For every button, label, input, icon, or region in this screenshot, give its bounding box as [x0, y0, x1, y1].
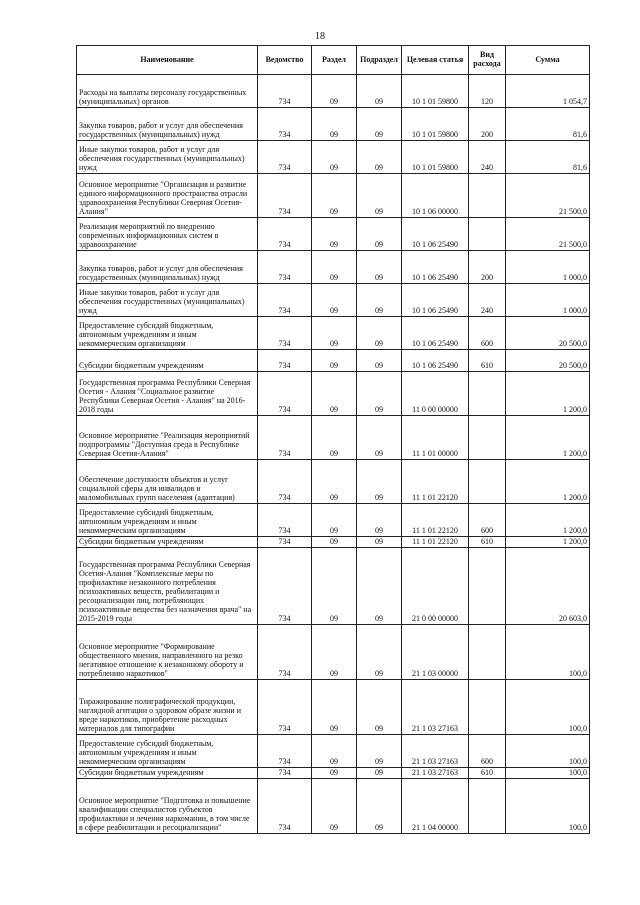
cell-ved: 734 — [258, 251, 312, 284]
cell-target-article: 11 1 01 22120 — [402, 504, 469, 537]
cell-expense-type: 240 — [469, 141, 506, 174]
cell-ved: 734 — [258, 75, 312, 108]
cell-target-article: 10 1 01 59800 — [402, 108, 469, 141]
cell-target-article: 21 1 03 00000 — [402, 625, 469, 680]
cell-name: Тиражирование полиграфической продукции, наглядной агитации о здоровом образе жизни и вреде наркотиков, приобретение расходных материалов для типографии — [77, 680, 258, 735]
cell-expense-type — [469, 174, 506, 218]
cell-target-article: 21 1 03 27163 — [402, 680, 469, 735]
cell-name: Основное мероприятие "Формирование общественного мнения, направленного на резко негативное отношение к незаконному обороту и потреблению наркотиков" — [77, 625, 258, 680]
cell-target-article: 11 1 01 22120 — [402, 537, 469, 548]
cell-podrazdel: 09 — [357, 75, 402, 108]
cell-sum: 100,0 — [506, 768, 590, 779]
cell-podrazdel: 09 — [357, 504, 402, 537]
cell-ved: 734 — [258, 284, 312, 317]
cell-ved: 734 — [258, 504, 312, 537]
budget-table — [76, 45, 590, 834]
cell-expense-type: 610 — [469, 350, 506, 372]
cell-sum: 1 000,0 — [506, 251, 590, 284]
cell-sum: 21 500,0 — [506, 174, 590, 218]
cell-name: Предоставление субсидий бюджетным, автономным учреждениям и иным некоммерческим организациям — [77, 504, 258, 537]
table-row — [77, 317, 590, 350]
table-row — [77, 504, 590, 537]
table-header — [77, 46, 590, 75]
table-row — [77, 625, 590, 680]
table-row — [77, 284, 590, 317]
cell-sum: 1 200,0 — [506, 504, 590, 537]
header-ved: Ведомство — [258, 46, 312, 75]
cell-ved: 734 — [258, 141, 312, 174]
cell-ved: 734 — [258, 108, 312, 141]
cell-razdel: 09 — [312, 174, 357, 218]
cell-name: Расходы на выплаты персоналу государственных (муниципальных) органов — [77, 75, 258, 108]
table-row — [77, 537, 590, 548]
cell-target-article: 21 1 03 27163 — [402, 735, 469, 768]
cell-ved: 734 — [258, 735, 312, 768]
cell-sum: 21 500,0 — [506, 218, 590, 251]
cell-ved: 734 — [258, 537, 312, 548]
cell-razdel: 09 — [312, 537, 357, 548]
cell-expense-type — [469, 548, 506, 625]
cell-name: Субсидии бюджетным учреждениям — [77, 768, 258, 779]
cell-expense-type: 200 — [469, 108, 506, 141]
cell-target-article: 11 0 00 00000 — [402, 372, 469, 416]
cell-expense-type: 610 — [469, 537, 506, 548]
table-body — [77, 75, 590, 834]
cell-name: Государственная программа Республики Северная Осетия - Алания "Социальное развитие Республики Северная Осетия - Алания" на 2016-2018 годы — [77, 372, 258, 416]
cell-razdel: 09 — [312, 625, 357, 680]
cell-name: Закупка товаров, работ и услуг для обеспечения государственных (муниципальных) нужд — [77, 108, 258, 141]
cell-expense-type — [469, 416, 506, 460]
cell-ved: 734 — [258, 680, 312, 735]
header-podrazdel: Подраздел — [357, 46, 402, 75]
cell-sum: 1 054,7 — [506, 75, 590, 108]
cell-razdel: 09 — [312, 350, 357, 372]
cell-target-article: 10 1 06 25490 — [402, 317, 469, 350]
cell-razdel: 09 — [312, 504, 357, 537]
cell-ved: 734 — [258, 218, 312, 251]
cell-expense-type — [469, 625, 506, 680]
cell-ved: 734 — [258, 768, 312, 779]
cell-expense-type: 240 — [469, 284, 506, 317]
cell-sum: 1 200,0 — [506, 537, 590, 548]
cell-podrazdel: 09 — [357, 680, 402, 735]
cell-sum: 1 000,0 — [506, 284, 590, 317]
cell-sum: 1 200,0 — [506, 372, 590, 416]
cell-podrazdel: 09 — [357, 284, 402, 317]
cell-expense-type — [469, 460, 506, 504]
cell-name: Субсидии бюджетным учреждениям — [77, 537, 258, 548]
cell-target-article: 10 1 06 25490 — [402, 251, 469, 284]
cell-expense-type — [469, 680, 506, 735]
cell-podrazdel: 09 — [357, 350, 402, 372]
cell-podrazdel: 09 — [357, 372, 402, 416]
cell-razdel: 09 — [312, 779, 357, 834]
cell-sum: 1 200,0 — [506, 416, 590, 460]
cell-razdel: 09 — [312, 251, 357, 284]
cell-expense-type: 120 — [469, 75, 506, 108]
cell-name: Государственная программа Республики Северная Осетия-Алания "Комплексные меры по профилактике незаконного потребления психоактивных веществ, реабилитации и ресоциализации лиц, потребляющих психоактивные вещества без назначения врача" на 2015-2019 годы — [77, 548, 258, 625]
cell-podrazdel: 09 — [357, 416, 402, 460]
cell-name: Основное мероприятие "Подготовка и повышение квалификации специалистов субъектов профилактики и лечения наркомании, в том числе в сфере реабилитации и ресоциализации" — [77, 779, 258, 834]
cell-expense-type: 610 — [469, 768, 506, 779]
cell-sum: 81,6 — [506, 108, 590, 141]
table-row — [77, 768, 590, 779]
cell-ved: 734 — [258, 779, 312, 834]
cell-name: Предоставление субсидий бюджетным, автономным учреждениям и иным некоммерческим организациям — [77, 735, 258, 768]
cell-sum: 20 500,0 — [506, 317, 590, 350]
cell-name: Основное мероприятие "Реализация мероприятий подпрограммы "Доступная среда в Республике Северная Осетия-Алания" — [77, 416, 258, 460]
cell-podrazdel: 09 — [357, 251, 402, 284]
table-row — [77, 372, 590, 416]
cell-razdel: 09 — [312, 680, 357, 735]
cell-razdel: 09 — [312, 768, 357, 779]
cell-sum: 20 500,0 — [506, 350, 590, 372]
cell-name: Основное мероприятие "Организация и развитие единого информационного пространства отрасли здравоохранения Республики Северная Осетия-Алания" — [77, 174, 258, 218]
table-row — [77, 416, 590, 460]
cell-podrazdel: 09 — [357, 625, 402, 680]
table-row — [77, 75, 590, 108]
cell-ved: 734 — [258, 416, 312, 460]
table-row — [77, 548, 590, 625]
cell-ved: 734 — [258, 625, 312, 680]
table-row — [77, 735, 590, 768]
cell-expense-type — [469, 779, 506, 834]
cell-razdel: 09 — [312, 372, 357, 416]
table-row — [77, 108, 590, 141]
cell-podrazdel: 09 — [357, 218, 402, 251]
cell-target-article: 10 1 06 25490 — [402, 218, 469, 251]
cell-target-article: 10 1 06 25490 — [402, 284, 469, 317]
cell-target-article: 21 0 00 00000 — [402, 548, 469, 625]
table-row — [77, 141, 590, 174]
cell-podrazdel: 09 — [357, 141, 402, 174]
cell-sum: 100,0 — [506, 779, 590, 834]
cell-sum: 100,0 — [506, 680, 590, 735]
table-row — [77, 460, 590, 504]
cell-expense-type: 600 — [469, 504, 506, 537]
cell-target-article: 10 1 01 59800 — [402, 141, 469, 174]
cell-name: Реализация мероприятий по внедрению современных информационных систем в здравоохранение — [77, 218, 258, 251]
cell-sum: 100,0 — [506, 625, 590, 680]
cell-ved: 734 — [258, 548, 312, 625]
table-row — [77, 174, 590, 218]
cell-podrazdel: 09 — [357, 108, 402, 141]
header-sum: Сумма — [506, 46, 590, 75]
cell-podrazdel: 09 — [357, 735, 402, 768]
table-row — [77, 251, 590, 284]
cell-ved: 734 — [258, 174, 312, 218]
cell-target-article: 11 1 01 00000 — [402, 416, 469, 460]
cell-razdel: 09 — [312, 218, 357, 251]
cell-ved: 734 — [258, 460, 312, 504]
cell-sum: 81,6 — [506, 141, 590, 174]
header-target-article: Целевая статья — [402, 46, 469, 75]
cell-razdel: 09 — [312, 460, 357, 504]
cell-ved: 734 — [258, 350, 312, 372]
cell-target-article: 10 1 06 00000 — [402, 174, 469, 218]
cell-razdel: 09 — [312, 284, 357, 317]
cell-podrazdel: 09 — [357, 317, 402, 350]
cell-name: Обеспечение доступности объектов и услуг социальной сферы для инвалидов и маломобильных групп населения (адаптация) — [77, 460, 258, 504]
table-row — [77, 680, 590, 735]
cell-podrazdel: 09 — [357, 768, 402, 779]
cell-target-article: 21 1 04 00000 — [402, 779, 469, 834]
cell-razdel: 09 — [312, 416, 357, 460]
cell-ved: 734 — [258, 317, 312, 350]
header-razdel: Раздел — [312, 46, 357, 75]
cell-podrazdel: 09 — [357, 548, 402, 625]
header-name: Наименование — [77, 46, 258, 75]
cell-razdel: 09 — [312, 141, 357, 174]
cell-razdel: 09 — [312, 108, 357, 141]
cell-razdel: 09 — [312, 735, 357, 768]
cell-expense-type — [469, 218, 506, 251]
cell-sum: 20 603,0 — [506, 548, 590, 625]
cell-podrazdel: 09 — [357, 460, 402, 504]
cell-name: Закупка товаров, работ и услуг для обеспечения государственных (муниципальных) нужд — [77, 251, 258, 284]
cell-name: Иные закупки товаров, работ и услуг для обеспечения государственных (муниципальных) нужд — [77, 141, 258, 174]
page-number: 18 — [315, 31, 325, 42]
cell-target-article: 10 1 06 25490 — [402, 350, 469, 372]
cell-sum: 100,0 — [506, 735, 590, 768]
cell-name: Иные закупки товаров, работ и услуг для обеспечения государственных (муниципальных) нужд — [77, 284, 258, 317]
cell-expense-type: 600 — [469, 317, 506, 350]
cell-razdel: 09 — [312, 317, 357, 350]
cell-sum: 1 200,0 — [506, 460, 590, 504]
table-row — [77, 350, 590, 372]
cell-target-article: 21 1 03 27163 — [402, 768, 469, 779]
cell-target-article: 11 1 01 22120 — [402, 460, 469, 504]
cell-razdel: 09 — [312, 548, 357, 625]
table-row — [77, 218, 590, 251]
cell-name: Предоставление субсидий бюджетным, автономным учреждениям и иным некоммерческим организациям — [77, 317, 258, 350]
table-row — [77, 779, 590, 834]
cell-expense-type: 600 — [469, 735, 506, 768]
cell-razdel: 09 — [312, 75, 357, 108]
cell-podrazdel: 09 — [357, 779, 402, 834]
cell-podrazdel: 09 — [357, 174, 402, 218]
cell-expense-type — [469, 372, 506, 416]
cell-ved: 734 — [258, 372, 312, 416]
cell-name: Субсидии бюджетным учреждениям — [77, 350, 258, 372]
header-expense-type: Вид расхода — [469, 46, 506, 75]
cell-target-article: 10 1 01 59800 — [402, 75, 469, 108]
cell-expense-type: 200 — [469, 251, 506, 284]
cell-podrazdel: 09 — [357, 537, 402, 548]
